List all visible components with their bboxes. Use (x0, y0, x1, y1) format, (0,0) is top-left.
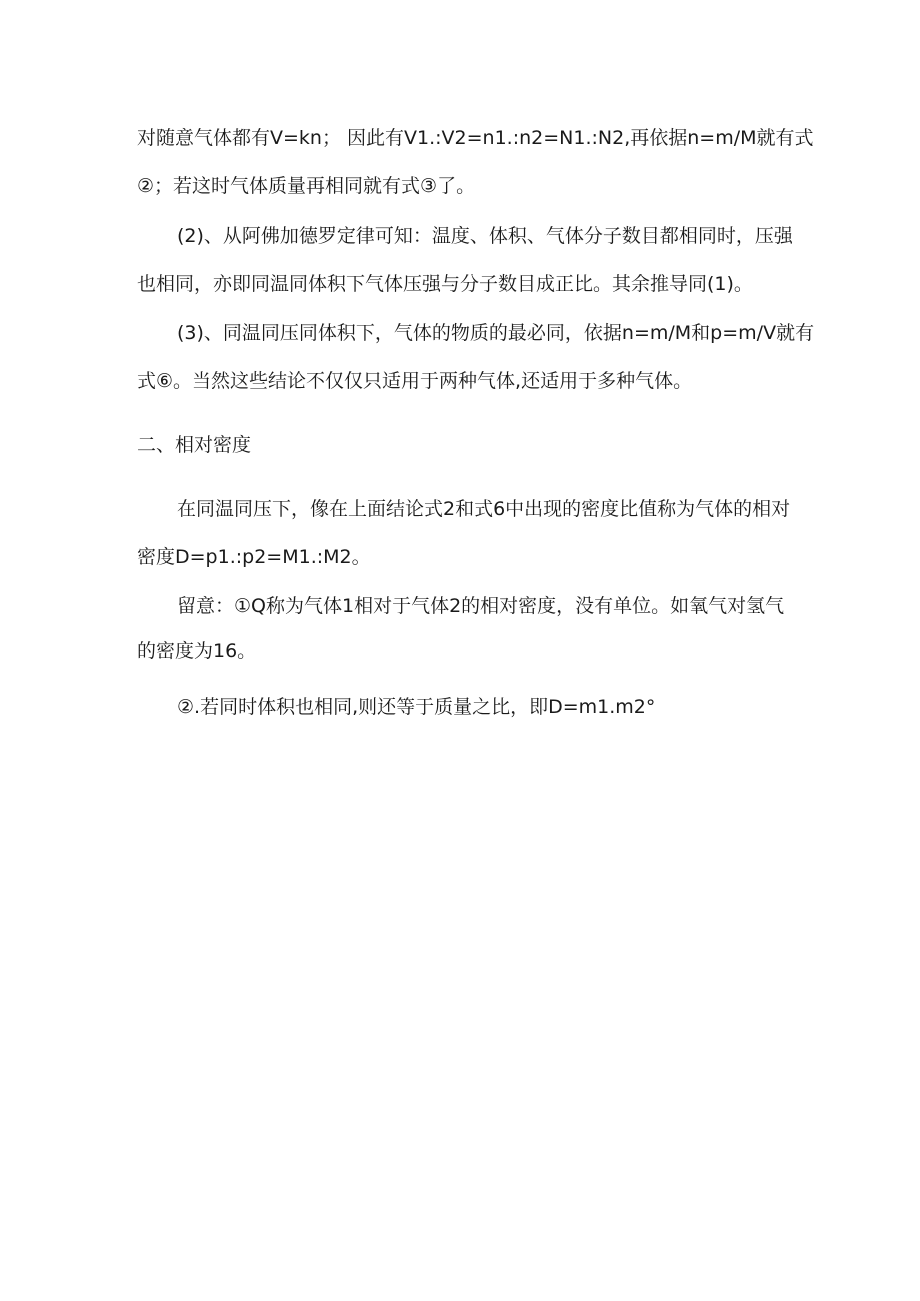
section-heading: 二、相对密度 (137, 434, 252, 456)
paragraph-3-line-2: 式⑥。当然这些结论不仅仅只适用于两种气体,还适用于多种气体。 (137, 370, 693, 392)
paragraph-3-line-1: (3)、同温同压同体积下，气体的物质的最必同，依据n=m/M和p=m/V就有 (177, 322, 815, 344)
paragraph-1-line-2: ②；若这时气体质量再相同就有式③了。 (137, 175, 476, 197)
section-paragraph-3-line-1: ②.若同时体积也相同,则还等于质量之比，即D=m1.m2° (177, 696, 656, 718)
section-paragraph-1-line-1: 在同温同压下，像在上面结论式2和式6中出现的密度比值称为气体的相对 (177, 498, 791, 520)
paragraph-1-line-1: 对随意气体都有V=kn； 因此有V1.:V2=n1.:n2=N1.:N2,再依据n=m/M就有式 (137, 127, 814, 149)
section-paragraph-2-line-2: 的密度为16。 (137, 640, 257, 662)
paragraph-2-line-1: (2)、从阿佛加德罗定律可知：温度、体积、气体分子数目都相同时，压强 (177, 225, 793, 247)
paragraph-2-line-2: 也相同，亦即同温同体积下气体压强与分子数目成正比。其余推导同(1)。 (137, 273, 753, 295)
section-paragraph-2-line-1: 留意：①Q称为气体1相对于气体2的相对密度，没有单位。如氧气对氢气 (177, 595, 785, 617)
section-paragraph-1-line-2: 密度D=p1.:p2=M1.:M2。 (137, 546, 371, 568)
